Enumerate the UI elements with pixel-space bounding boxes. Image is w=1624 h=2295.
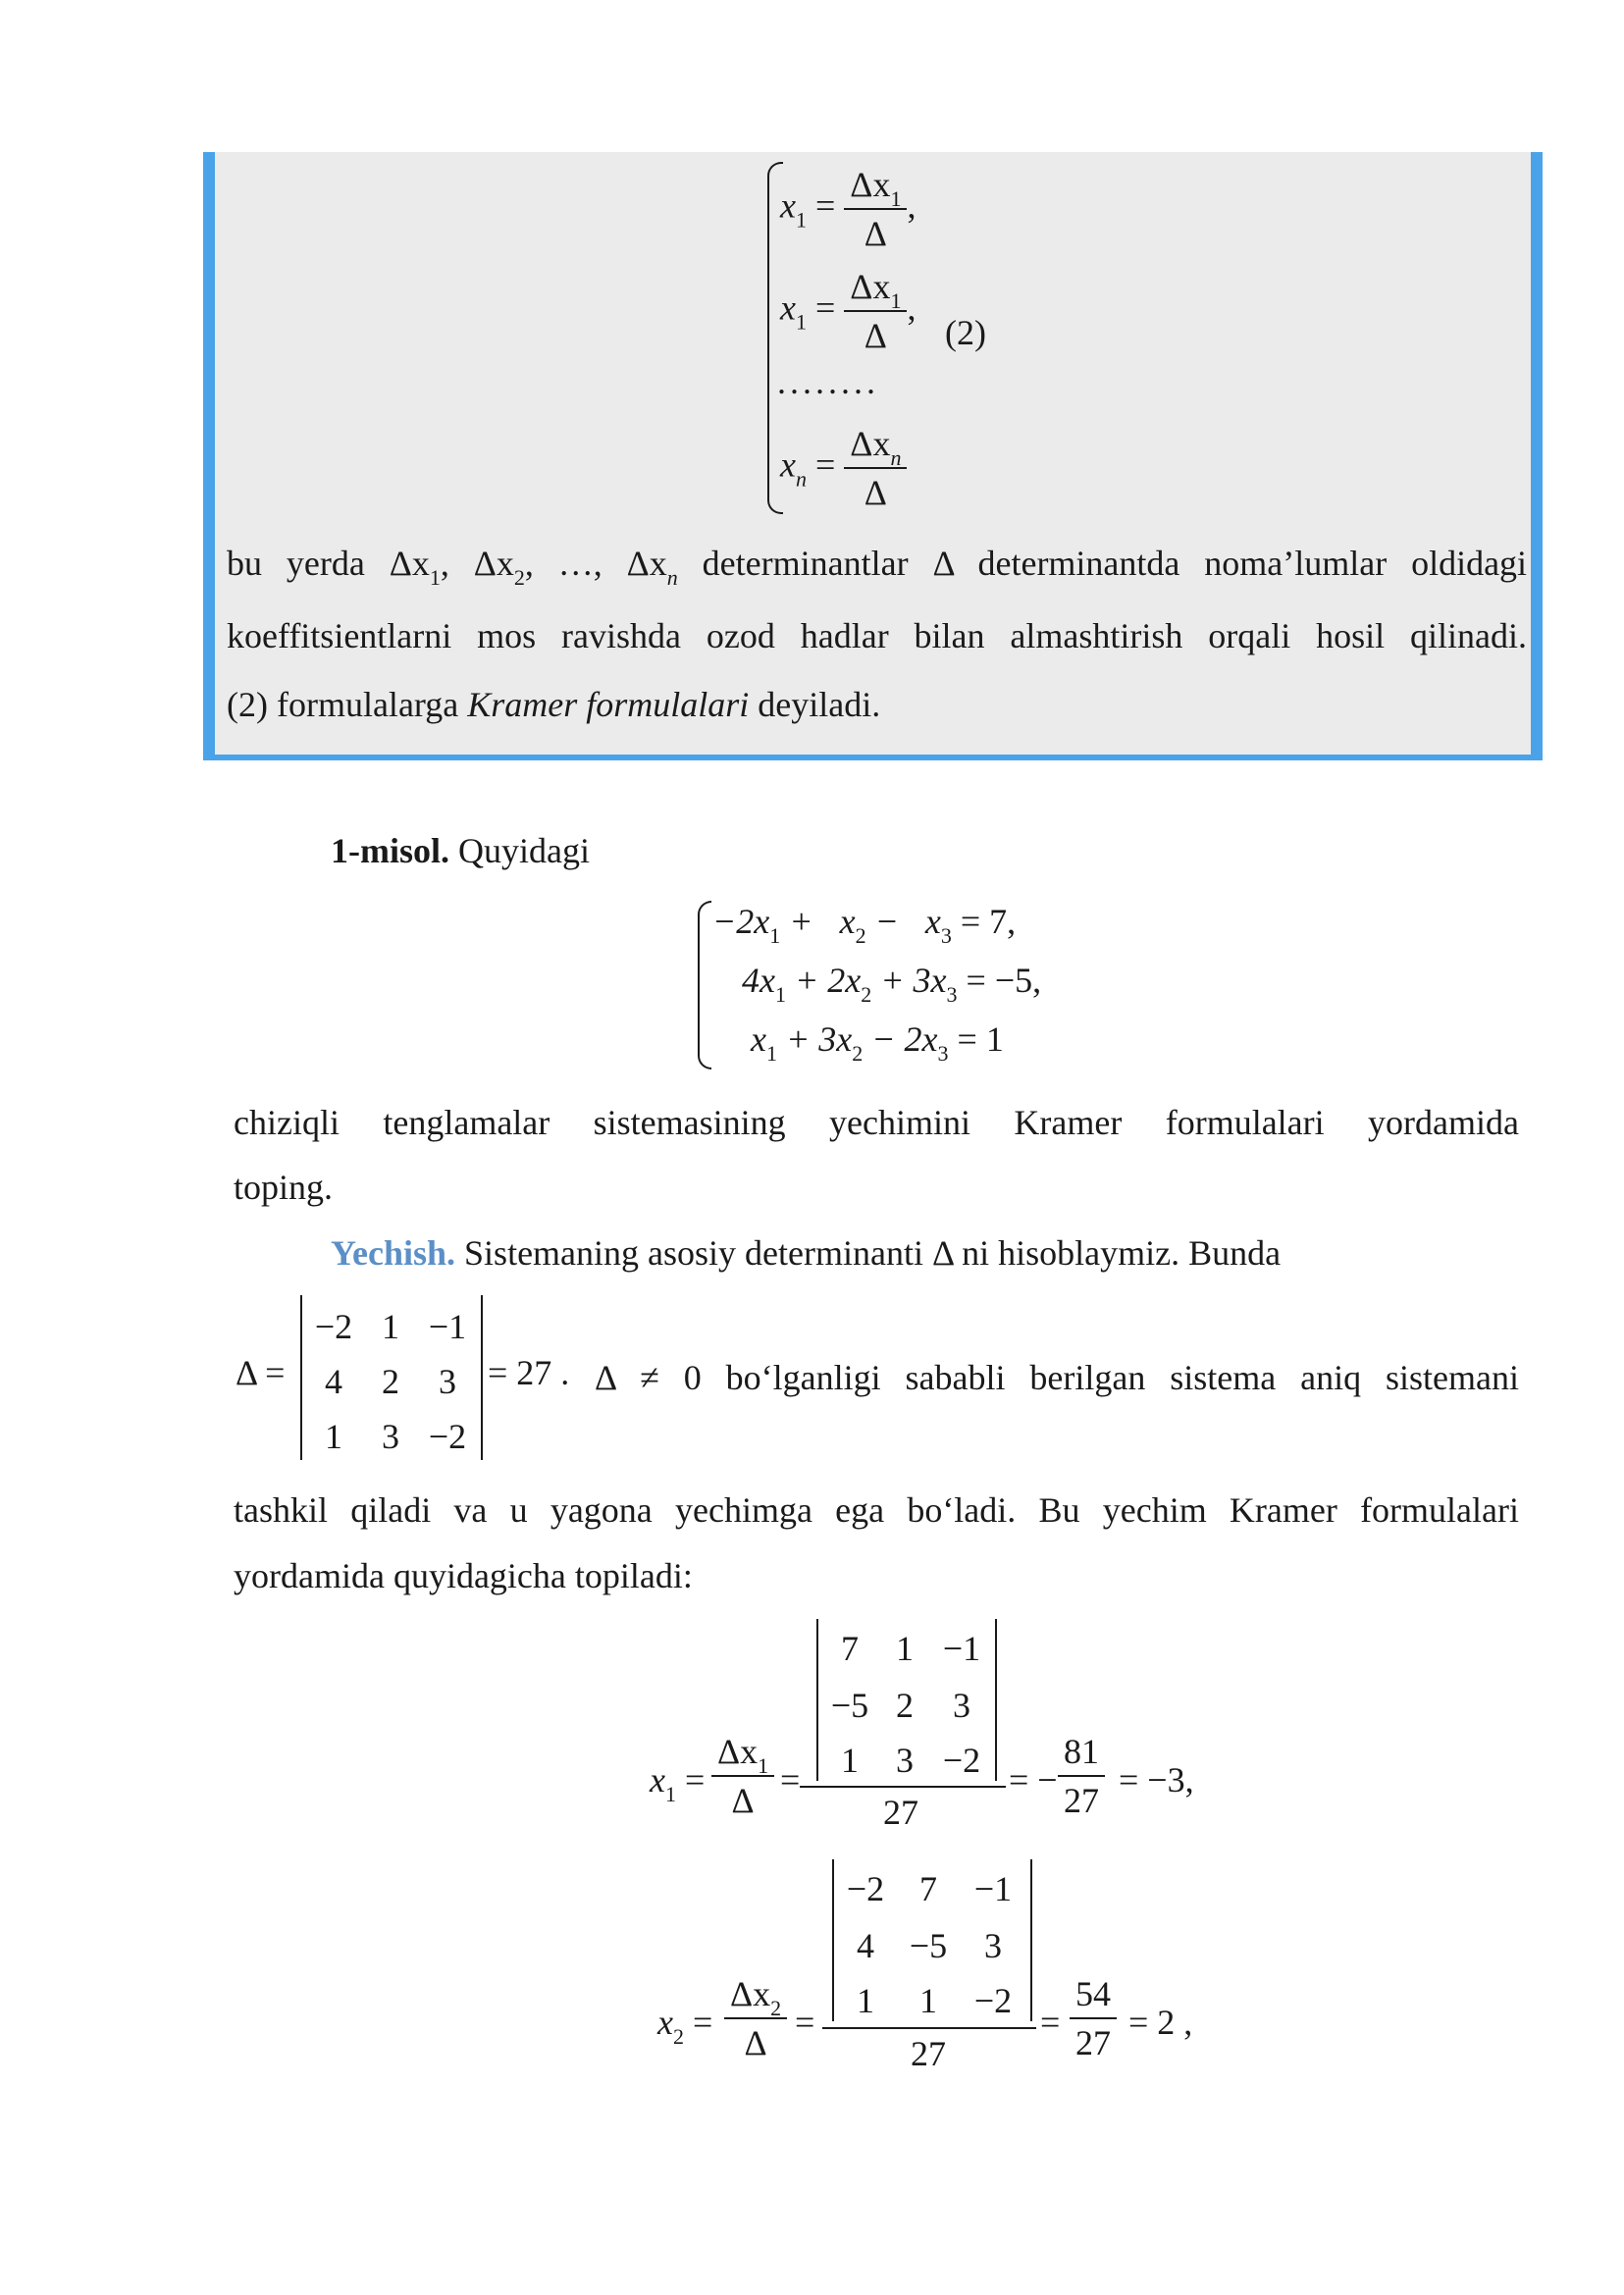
system-dots: ........ bbox=[777, 362, 879, 401]
x1-equals: = bbox=[780, 1760, 801, 1799]
solution-line-2: Δ ≠ 0 bo‘lganligi sababli berilgan sistema aniq sistemani bbox=[595, 1358, 1519, 1397]
box-paragraph-1: bu yerda $\Delta x_1$, $\Delta x_2$, …, $\Delta x_n$ determinantlar Δ determinantda noma’lumlar oldidagi bbox=[227, 544, 1528, 590]
equation-1: $-2x_1 + x_2 - x_3 = 7$, bbox=[712, 902, 1017, 948]
x2-result-fraction: $\frac{54}{27}$ bbox=[1070, 1974, 1117, 2062]
box-paragraph-2: koeffitsientlarni mos ravishda ozod hadlar bilan almashtirish orqali hosil qilinadi. bbox=[227, 616, 1527, 655]
system-label: (2) bbox=[945, 313, 986, 352]
cramer-row-2: $x_1$ = $\frac{\Delta x_1}{\Delta}$ , bbox=[780, 267, 917, 355]
solution-line-4: yordamida quyidagicha topiladi: bbox=[234, 1556, 693, 1595]
x1-lhs: $x_1$ = bbox=[650, 1760, 706, 1806]
solution-line-3: tashkil qiladi va u yagona yechimga ega bo‘ladi. Bu yechim Kramer formulalari bbox=[234, 1490, 1519, 1530]
x2-delta-fraction: $\frac{\Delta x_2}{\Delta}$ bbox=[724, 1974, 787, 2062]
solution-label: Yechish. bbox=[331, 1233, 456, 1273]
task-line-2: toping. bbox=[234, 1168, 334, 1207]
main-determinant: −2 1 −1 4 2 3 1 3 −2 bbox=[300, 1295, 483, 1460]
x2-denominator: 27 bbox=[911, 2034, 946, 2073]
example-heading: 1-misol. Quyidagi bbox=[331, 831, 590, 870]
x2-result: = 2 , bbox=[1128, 2003, 1193, 2042]
box-paragraph-3: (2) formulalarga Kramer formulalari deyiladi. bbox=[227, 685, 881, 724]
x2-equals-2: = bbox=[1040, 2003, 1061, 2042]
equation-2: $4x_1 + 2x_2 + 3x_3 = -5$, bbox=[742, 961, 1042, 1007]
x1-minus: = − bbox=[1009, 1760, 1058, 1799]
cramer-row-n: $x_n$ = $\frac{\Delta x_n}{\Delta}$ bbox=[780, 424, 907, 512]
delta-equals: Δ = bbox=[236, 1353, 286, 1392]
x1-denominator: 27 bbox=[883, 1793, 918, 1832]
x1-determinant: 7 1 −1 −5 2 3 1 3 −2 bbox=[816, 1619, 997, 1781]
cramer-row-1: $x_1$ = $\frac{\Delta x_1}{\Delta}$ , bbox=[780, 165, 917, 253]
x2-determinant: −2 7 −1 4 −5 3 1 1 −2 bbox=[832, 1859, 1032, 2021]
x2-lhs: $x_2$ = bbox=[657, 2003, 713, 2049]
x1-fraction-bar bbox=[800, 1786, 1006, 1788]
equation-3: $x_1 + 3x_2 - 2x_3 = 1$ bbox=[751, 1019, 1004, 1066]
solution-line-1: Yechish. Sistemaning asosiy determinanti Δ ni hisoblaymiz. Bunda bbox=[331, 1233, 1282, 1273]
example-system-brace bbox=[698, 901, 711, 1069]
x1-delta-fraction: $\frac{\Delta x_1}{\Delta}$ bbox=[711, 1732, 774, 1820]
x2-equals: = bbox=[795, 2003, 815, 2042]
x1-result: = −3, bbox=[1119, 1760, 1194, 1799]
task-line-1: chiziqli tenglamalar sistemasining yechimini Kramer formulalari yordamida bbox=[234, 1103, 1519, 1142]
x2-fraction-bar bbox=[822, 2027, 1036, 2029]
x1-result-fraction: $\frac{81}{27}$ bbox=[1058, 1732, 1105, 1820]
determinant-value: = 27 . bbox=[488, 1353, 570, 1392]
